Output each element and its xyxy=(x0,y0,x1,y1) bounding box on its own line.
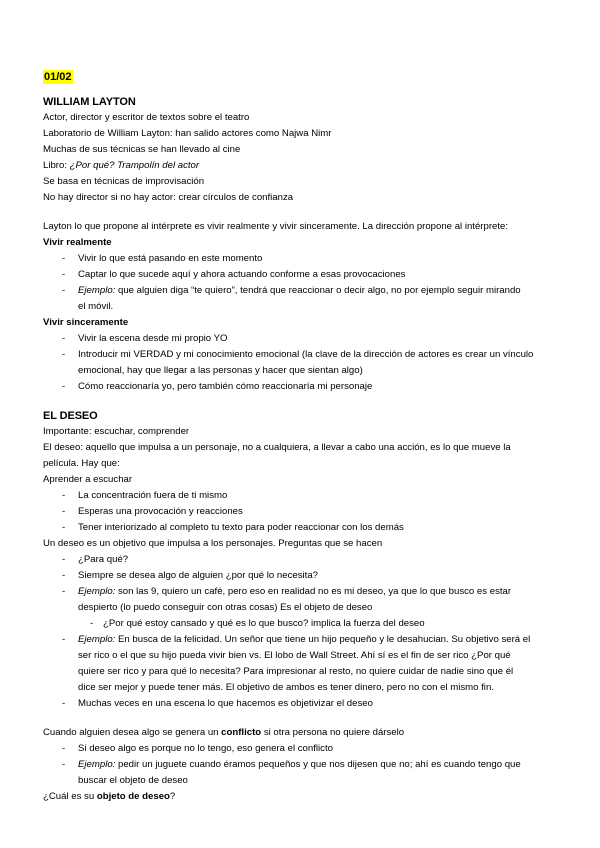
paragraph: El deseo: aquello que impulsa a un personaje, no a cualquiera, a llevar a cabo una acción, es lo que mueve la película. Hay que: xyxy=(43,442,511,469)
list-item: - Tener interiorizado al completo tu texto para poder reaccionar con los demás xyxy=(43,520,563,536)
book-label: Libro: xyxy=(43,160,70,171)
subheading-vivir-sinceramente: Vivir sinceramente xyxy=(43,317,129,328)
bold-conflicto: conflicto xyxy=(221,727,262,738)
heading-el-deseo: EL DESEO xyxy=(43,410,98,422)
text-line: Importante: escuchar, comprender xyxy=(43,426,190,437)
list-vivir-sinceramente xyxy=(43,331,563,395)
list-item: - Si deseo algo es porque no lo tengo, eso genera el conflicto xyxy=(43,741,563,757)
list-item-example: - Ejemplo: que alguien diga “te quiero”, tendrá que reaccionar o decir algo, no por ejemplo seguir mirando el móvil. xyxy=(43,283,563,315)
date-highlight: 01/02 xyxy=(44,71,72,83)
book-title: ¿Por qué? Trampolín del actor xyxy=(69,160,200,171)
example-label: Ejemplo: xyxy=(78,759,116,770)
list-item: - ¿Para qué? xyxy=(43,552,563,568)
list-item: - Cómo reaccionaría yo, pero también cómo reaccionaría mi personaje xyxy=(43,379,563,395)
list-item-example: - Ejemplo: pedir un juguete cuando éramos pequeños y que nos dijesen que no; ahí es cuando tengo que buscar el objeto de deseo xyxy=(43,757,563,789)
list-item: - Muchas veces en una escena lo que hacemos es objetivizar el deseo xyxy=(43,696,563,712)
document-content xyxy=(43,70,563,805)
list-item: - Introducir mi VERDAD y mi conocimiento emocional (la clave de la dirección de actores es crear un vínculo emocional, hay que llegar a las personas y hacer que sientan algo) xyxy=(43,347,563,379)
list-item: - Vivir la escena desde mi propio YO xyxy=(43,331,563,347)
list-item: - La concentración fuera de ti mismo xyxy=(43,488,563,504)
list-item-example: - Ejemplo: En busca de la felicidad. Un señor que tiene un hijo pequeño y le desahucian. Su objetivo será el ser rico o el que su hijo pueda vivir bien vs. El lobo de Wall Street. Ahí sí es el fin de ser rico ¿Por qué quiere ser rico y para qué lo necesita? Para impresionar al resto, no quiere cuidar de nadie sino que él dice ser mejor y puede tener más. El objetivo de ambos es tener dinero, pero no con el mismo fin. xyxy=(43,632,563,696)
final-question: ¿Cuál es su objeto de deseo? xyxy=(43,791,176,802)
text-line: Un deseo es un objetivo que impulsa a los personajes. Preguntas que se hacen xyxy=(43,538,383,549)
list-item-example: - Ejemplo: son las 9, quiero un café, pero eso en realidad no es mi deseo, ya que lo que busco es estar despierto (lo puedo conseguir con otras cosas) Es el objeto de deseo xyxy=(43,584,563,616)
text-line: Laboratorio de William Layton: han salido actores como Najwa Nimr xyxy=(43,128,332,139)
bold-objeto-de-deseo: objeto de deseo xyxy=(96,791,170,802)
text-line: Actor, director y escritor de textos sobre el teatro xyxy=(43,112,250,123)
example-label: Ejemplo: xyxy=(78,634,116,645)
list-vivir-realmente xyxy=(43,251,563,315)
list-item: - Siempre se desea algo de alguien ¿por qué lo necesita? xyxy=(43,568,563,584)
intro-paragraph: Layton lo que propone al intérprete es vivir realmente y vivir sinceramente. La dirección propone al intérprete: xyxy=(43,221,509,232)
example-label: Ejemplo: xyxy=(78,586,116,597)
list-preguntas xyxy=(43,552,563,712)
list-item: - Captar lo que sucede aquí y ahora actuando conforme a esas provocaciones xyxy=(43,267,563,283)
heading-william-layton: WILLIAM LAYTON xyxy=(43,96,136,108)
text-line: Muchas de sus técnicas se han llevado al cine xyxy=(43,144,241,155)
list-item: - Esperas una provocación y reacciones xyxy=(43,504,563,520)
subheading-vivir-realmente: Vivir realmente xyxy=(43,237,112,248)
list-conflicto xyxy=(43,741,563,789)
text-line: Se basa en técnicas de improvisación xyxy=(43,176,205,187)
text-line: No hay director si no hay actor: crear círculos de confianza xyxy=(43,192,294,203)
nested-list-item: - ¿Por qué estoy cansado y qué es lo que busco? implica la fuerza del deseo xyxy=(43,616,563,632)
list-escuchar xyxy=(43,488,563,536)
text-line: Aprender a escuchar xyxy=(43,474,133,485)
conflict-line: Cuando alguien desea algo se genera un conflicto si otra persona no quiere dárselo xyxy=(43,727,405,738)
book-line xyxy=(43,158,563,174)
list-item: - Vivir lo que está pasando en este momento xyxy=(43,251,563,267)
example-label: Ejemplo: xyxy=(78,285,116,296)
